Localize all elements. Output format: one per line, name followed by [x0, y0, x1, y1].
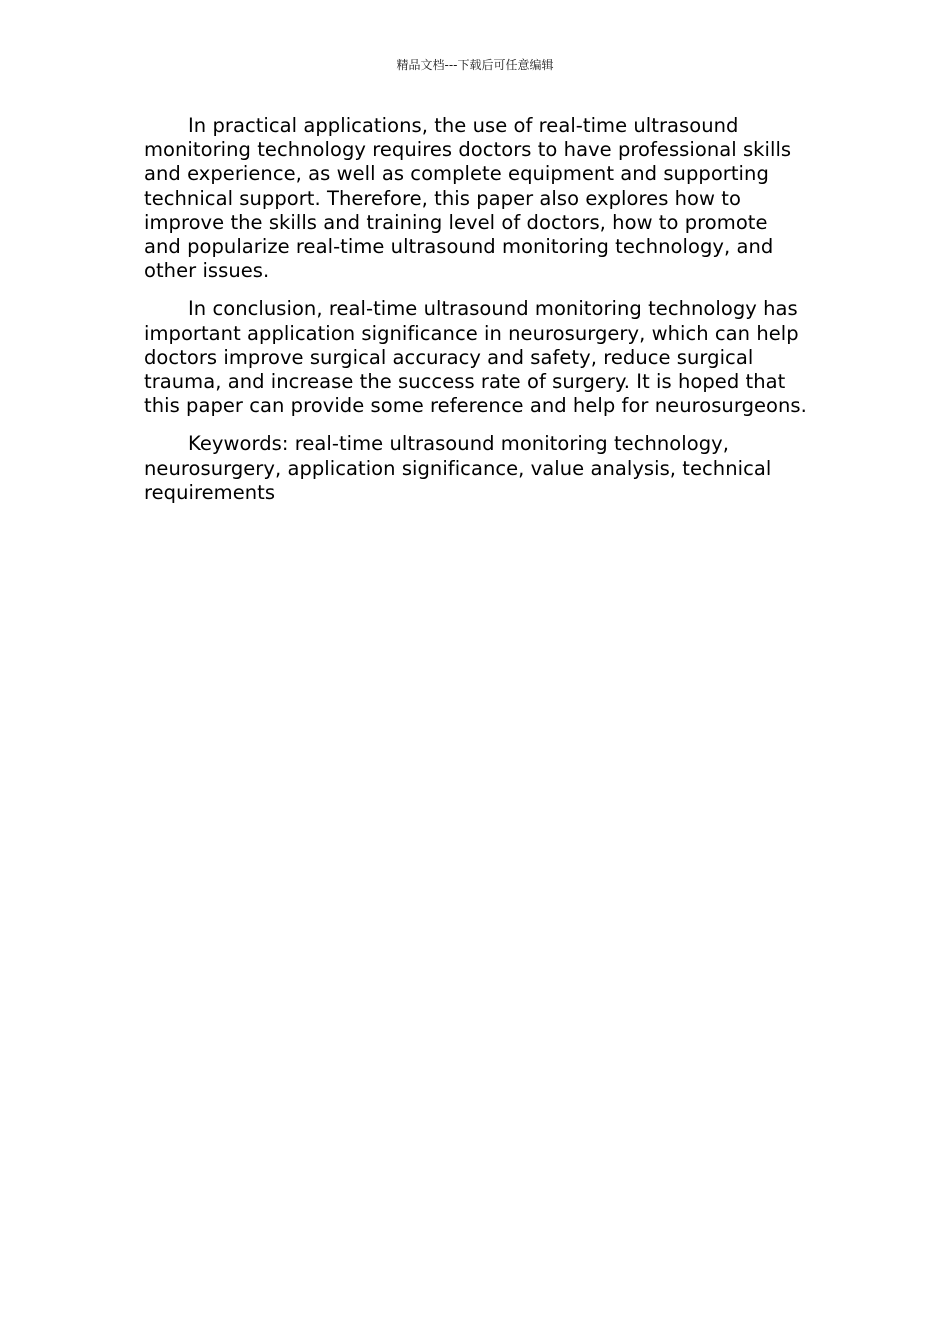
paragraph-conclusion: In conclusion, real-time ultrasound monitoring technology has important application significance in neurosurgery, which can help doctors improve surgical accuracy and safety, reduce surgical trauma, and increase the success rate of surgery. It is hoped that this paper can provide some reference and help for neurosurgeons.	[144, 297, 807, 418]
paragraph-keywords: Keywords: real-time ultrasound monitoring technology, neurosurgery, application significance, value analysis, technical requirements	[144, 432, 772, 504]
document-body	[144, 114, 808, 519]
page-header: 精品文档---下载后可任意编辑	[396, 58, 554, 72]
paragraph-practical-applications: In practical applications, the use of real-time ultrasound monitoring technology requires doctors to have professional skills and experience, as well as complete equipment and supporting technical support. Therefore, this paper also explores how to improve the skills and training level of doctors, how to promote and popularize real-time ultrasound monitoring technology, and other issues.	[144, 114, 792, 283]
